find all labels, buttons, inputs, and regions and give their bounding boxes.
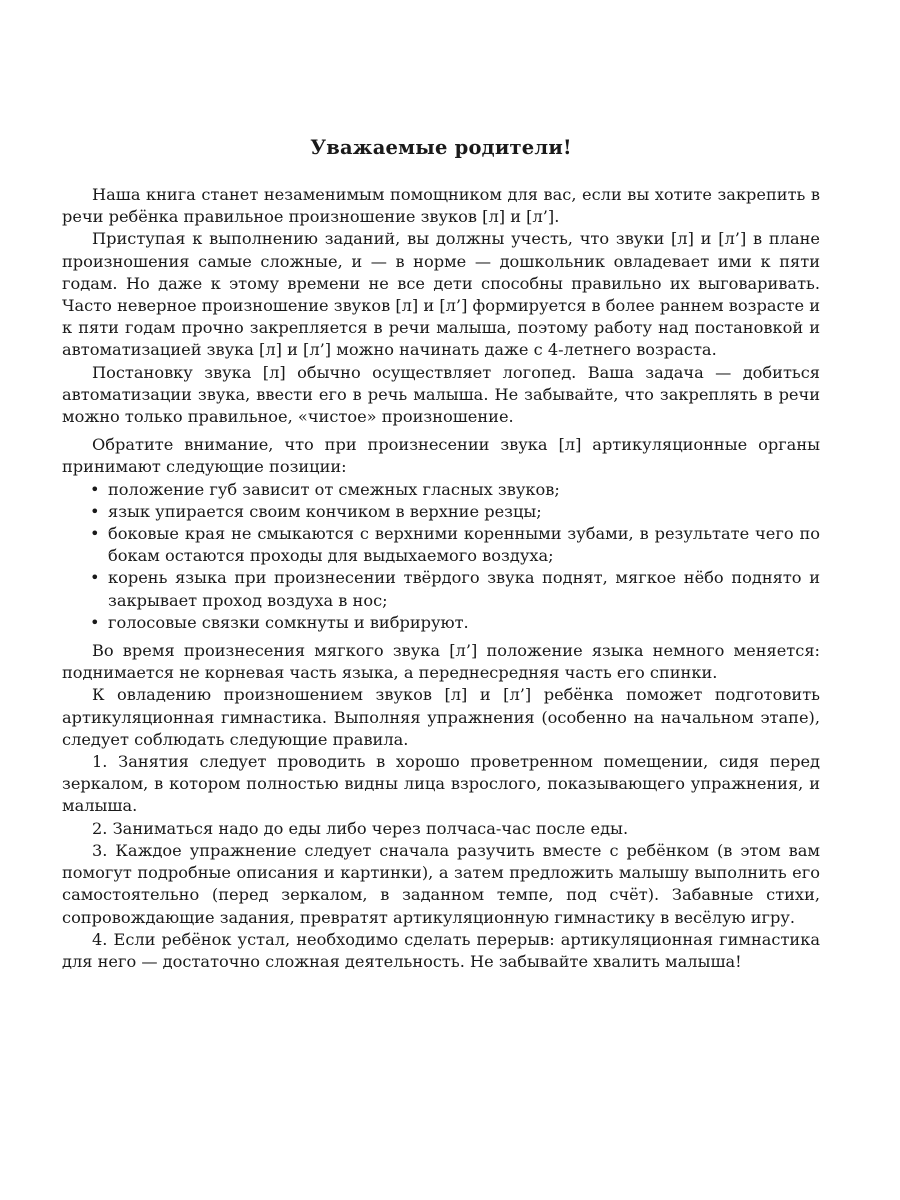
articulation-positions-list — [62, 479, 820, 634]
rule-3: 3. Каждое упражнение следует сначала разучить вместе с ребёнком (в этом вам помогут подробные описания и картинки), а затем предложить малышу выполнить его самостоятельно (перед зеркалом, в заданном темпе, под счёт). Забавные стихи, сопровождающие задания, превратят артикуляционную гимнастику в весёлую игру. — [62, 840, 820, 927]
paragraph-positions-intro: Обратите внимание, что при произнесении звука [л] артикуляционные органы принимают следующие позиции: — [62, 435, 820, 477]
paragraph-gymnastics: К овладению произношением звуков [л] и [л’] ребёнка поможет подготовить артикуляционная гимнастика. Выполняя упражнения (особенно на начальном этапе), следует соблюдать следующие правила. — [62, 685, 820, 749]
list-item-text: голосовые связки сомкнуты и вибрируют. — [108, 612, 469, 632]
paragraph-intro-1: Наша книга станет незаменимым помощником для вас, если вы хотите закрепить в речи ребёнка правильное произношение звуков [л] и [л’]. — [62, 185, 820, 227]
bullet-icon: • — [90, 501, 100, 521]
list-item-text: корень языка при произнесении твёрдого звука поднят, мягкое нёбо поднято и закрывает проход воздуха в нос; — [108, 568, 820, 610]
paragraph-soft-sound: Во время произнесения мягкого звука [л’] положение языка немного меняется: поднимается не корневая часть языка, а переднесредняя часть его спинки. — [62, 641, 820, 683]
bullet-icon: • — [90, 568, 100, 588]
list-item-text: боковые края не смыкаются с верхними коренными зубами, в результате чего по бокам остаются проходы для выдыхаемого воздуха; — [108, 524, 820, 566]
rule-2: 2. Заниматься надо до еды либо через полчаса-час после еды. — [92, 818, 629, 838]
list-item — [62, 479, 820, 501]
list-item — [62, 567, 820, 611]
bullet-icon: • — [90, 612, 100, 632]
document-page — [62, 0, 820, 973]
document-body — [62, 184, 820, 973]
page-title: Уважаемые родители! — [310, 136, 572, 159]
bullet-icon: • — [90, 524, 100, 544]
paragraph-intro-3: Постановку звука [л] обычно осуществляет логопед. Ваша задача — добиться автоматизации звука, ввести его в речь малыша. Не забывайте, что закреплять в речи можно только правильное, «чистое» произношение. — [62, 362, 820, 427]
paragraph-intro-2: Приступая к выполнению заданий, вы должны учесть, что звуки [л] и [л’] в плане произношения самые сложные, и — в норме — дошкольник овладевает ими к пяти годам. Но даже к этому времени не все дети способны правильно их выговаривать. Часто неверное произношение звуков [л] и [л’] формируется в более раннем возрасте и к пяти годам прочно закрепляется в речи малыша, поэтому работу над постановкой и автоматизацией звука [л] и [л’] можно начинать даже с 4-летнего возраста. — [62, 229, 821, 360]
list-item-text: язык упирается своим кончиком в верхние резцы; — [108, 501, 542, 521]
rule-4: 4. Если ребёнок устал, необходимо сделать перерыв: артикуляционная гимнастика для него — достаточно сложная деятельность. Не забывайте хвалить малыша! — [62, 929, 820, 971]
list-item — [62, 501, 820, 523]
list-item-text: положение губ зависит от смежных гласных звуков; — [108, 479, 560, 499]
list-item — [62, 523, 820, 567]
rule-1: 1. Занятия следует проводить в хорошо проветренном помещении, сидя перед зеркалом, в котором полностью видны лица взрослого, показывающего упражнения, и малыша. — [62, 752, 820, 816]
bullet-icon: • — [90, 479, 100, 499]
list-item — [62, 612, 820, 634]
